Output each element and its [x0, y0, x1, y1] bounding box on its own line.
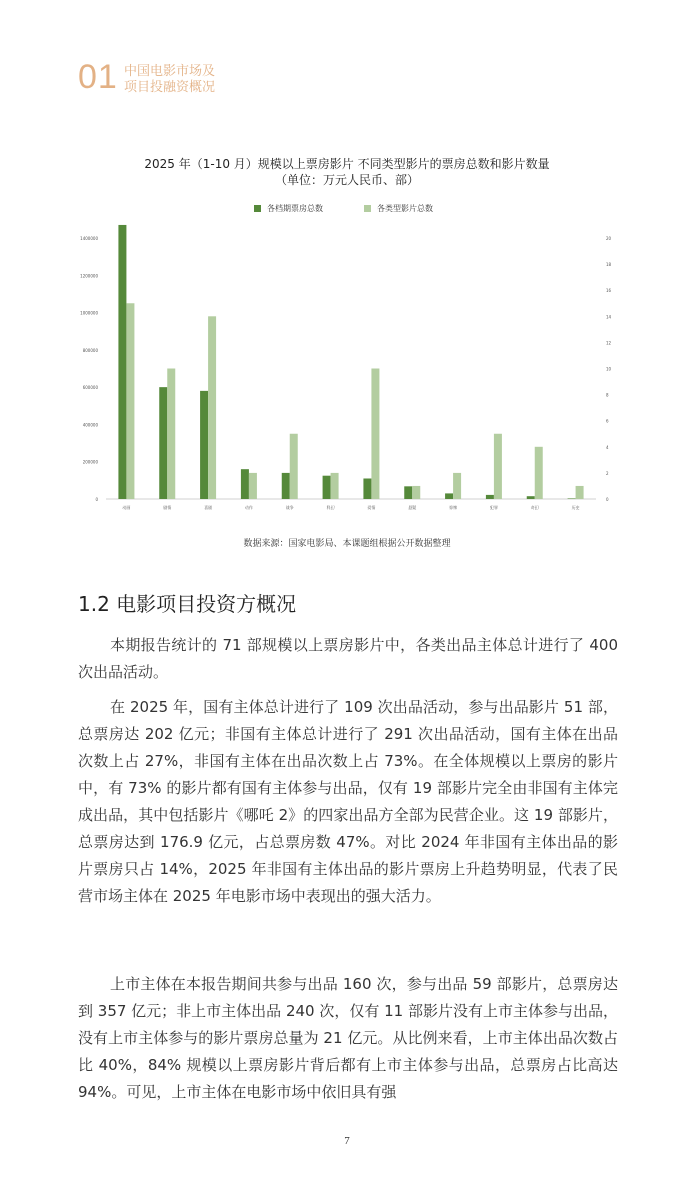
page-number: 7 [344, 1135, 350, 1147]
x-tick-label: 悬疑 [408, 505, 417, 510]
bar-box-office [363, 478, 371, 499]
chapter-title-line2: 项目投融资概况 [124, 80, 216, 95]
bar-film-count [290, 434, 298, 499]
y-right-tick-label: 10 [606, 366, 612, 372]
chapter-title-line1: 中国电影市场及 [124, 64, 216, 79]
y-right-tick-label: 16 [606, 288, 612, 294]
x-tick-label: 动画 [122, 505, 131, 510]
x-tick-label: 剧情 [163, 505, 172, 510]
y-right-tick-label: 8 [606, 392, 609, 398]
x-tick-label: 爱情 [367, 505, 376, 510]
bar-film-count [249, 473, 257, 499]
y-right-tick-label: 0 [606, 497, 609, 502]
y-left-tick-label: 1000000 [80, 310, 98, 316]
bar-box-office [118, 225, 126, 499]
bar-box-office [486, 495, 494, 499]
data-source: 数据来源：国家电影局、本课题组根据公开数据整理 [243, 539, 451, 549]
bar-box-office [445, 493, 453, 499]
paragraph-1: 本期报告统计的 71 部规模以上票房影片中，各类出品主体总计进行了 400 次出品活动。 [78, 636, 618, 681]
y-right-tick-label: 18 [606, 262, 612, 268]
chart-subtitle: （单位：万元人民币、部） [274, 173, 419, 187]
y-right-tick-label: 12 [606, 340, 612, 346]
bar-box-office [282, 473, 290, 499]
legend-label-box-office: 各档期票房总数 [267, 204, 323, 213]
bar-box-office [404, 486, 412, 499]
y-left-tick-label: 600000 [82, 385, 98, 391]
bar-box-office [159, 387, 167, 499]
y-right-tick-label: 20 [606, 236, 612, 241]
y-left-tick-label: 0 [95, 497, 98, 502]
bar-film-count [167, 369, 175, 500]
bar-box-office [527, 496, 535, 499]
bar-film-count [126, 303, 134, 499]
y-left-tick-label: 1200000 [80, 273, 98, 279]
bar-film-count [208, 316, 216, 499]
x-tick-label: 战争 [285, 505, 294, 510]
bar-film-count [535, 447, 543, 499]
bar-chart [0, 0, 694, 540]
chart-title-main: 2025 年（1-10 月）规模以上票房影片 不同类型影片的票房总数和影片数量 [144, 157, 550, 171]
bar-box-office [241, 469, 249, 499]
chapter-number: 01 [78, 58, 118, 96]
y-left-tick-label: 400000 [82, 422, 98, 428]
bar-film-count [576, 486, 584, 499]
bar-film-count [453, 473, 461, 499]
y-left-tick-label: 1400000 [80, 236, 98, 241]
y-right-tick-label: 6 [606, 418, 609, 424]
bar-film-count [331, 473, 339, 499]
y-left-tick-label: 800000 [82, 347, 98, 353]
x-tick-label: 喜剧 [204, 505, 213, 510]
legend-label-film-count: 各类型影片总数 [377, 204, 433, 213]
bar-film-count [412, 486, 420, 499]
x-tick-label: 犯罪 [489, 505, 498, 510]
section-title: 1.2 电影项目投资方概况 [78, 592, 297, 616]
bar-film-count [494, 434, 502, 499]
x-tick-label: 历史 [571, 505, 580, 510]
y-left-tick-label: 200000 [82, 459, 98, 465]
y-right-tick-label: 2 [606, 470, 609, 476]
y-right-tick-label: 4 [606, 444, 609, 450]
x-tick-label: 惊悚 [449, 505, 458, 510]
bar-film-count [371, 369, 379, 500]
x-tick-label: 科幻 [326, 505, 335, 510]
bar-box-office [200, 391, 208, 499]
bar-box-office [568, 498, 576, 499]
paragraph-2: 在 2025 年，国有主体总计进行了 109 次出品活动，参与出品影片 51 部，总票房达 202 亿元；非国有主体总计进行了 291 次出品活动，国有主体在出品次数上占 27%，非国有主体在出品次数上占 73%。在全体规模以上票房的影片中，有 73% 的影片都有国有主体参与出品，仅有 19 部影片完全由非国有主体完成出品，其中包括影片《哪吒 2》的四家出品方全部为民营企业。这 19 部影片，总票房达到 176.9 亿元，占总票房数 47%。对比 2024 年非国有主体出品的影片票房只占 14%，2025 年非国有主体出品的影片票房上升趋势明显，代表了民营市场主体在 2025 年电影市场中表现出的强大活力。 [78, 698, 618, 905]
paragraph-3: 上市主体在本报告期间共参与出品 160 次，参与出品 59 部影片，总票房达到 357 亿元；非上市主体出品 240 次，仅有 11 部影片没有上市主体参与出品，没有上市主体参与的影片票房总量为 21 亿元。从比例来看，上市主体出品次数占比 40%，84% 规模以上票房影片背后都有上市主体参与出品，总票房占比高达 94%。可见，上市主体在电影市场中依旧具有强 [78, 975, 618, 1101]
x-tick-label: 动作 [244, 505, 253, 510]
bar-box-office [323, 476, 331, 499]
x-tick-label: 奇幻 [530, 505, 539, 510]
y-right-tick-label: 14 [606, 314, 612, 320]
